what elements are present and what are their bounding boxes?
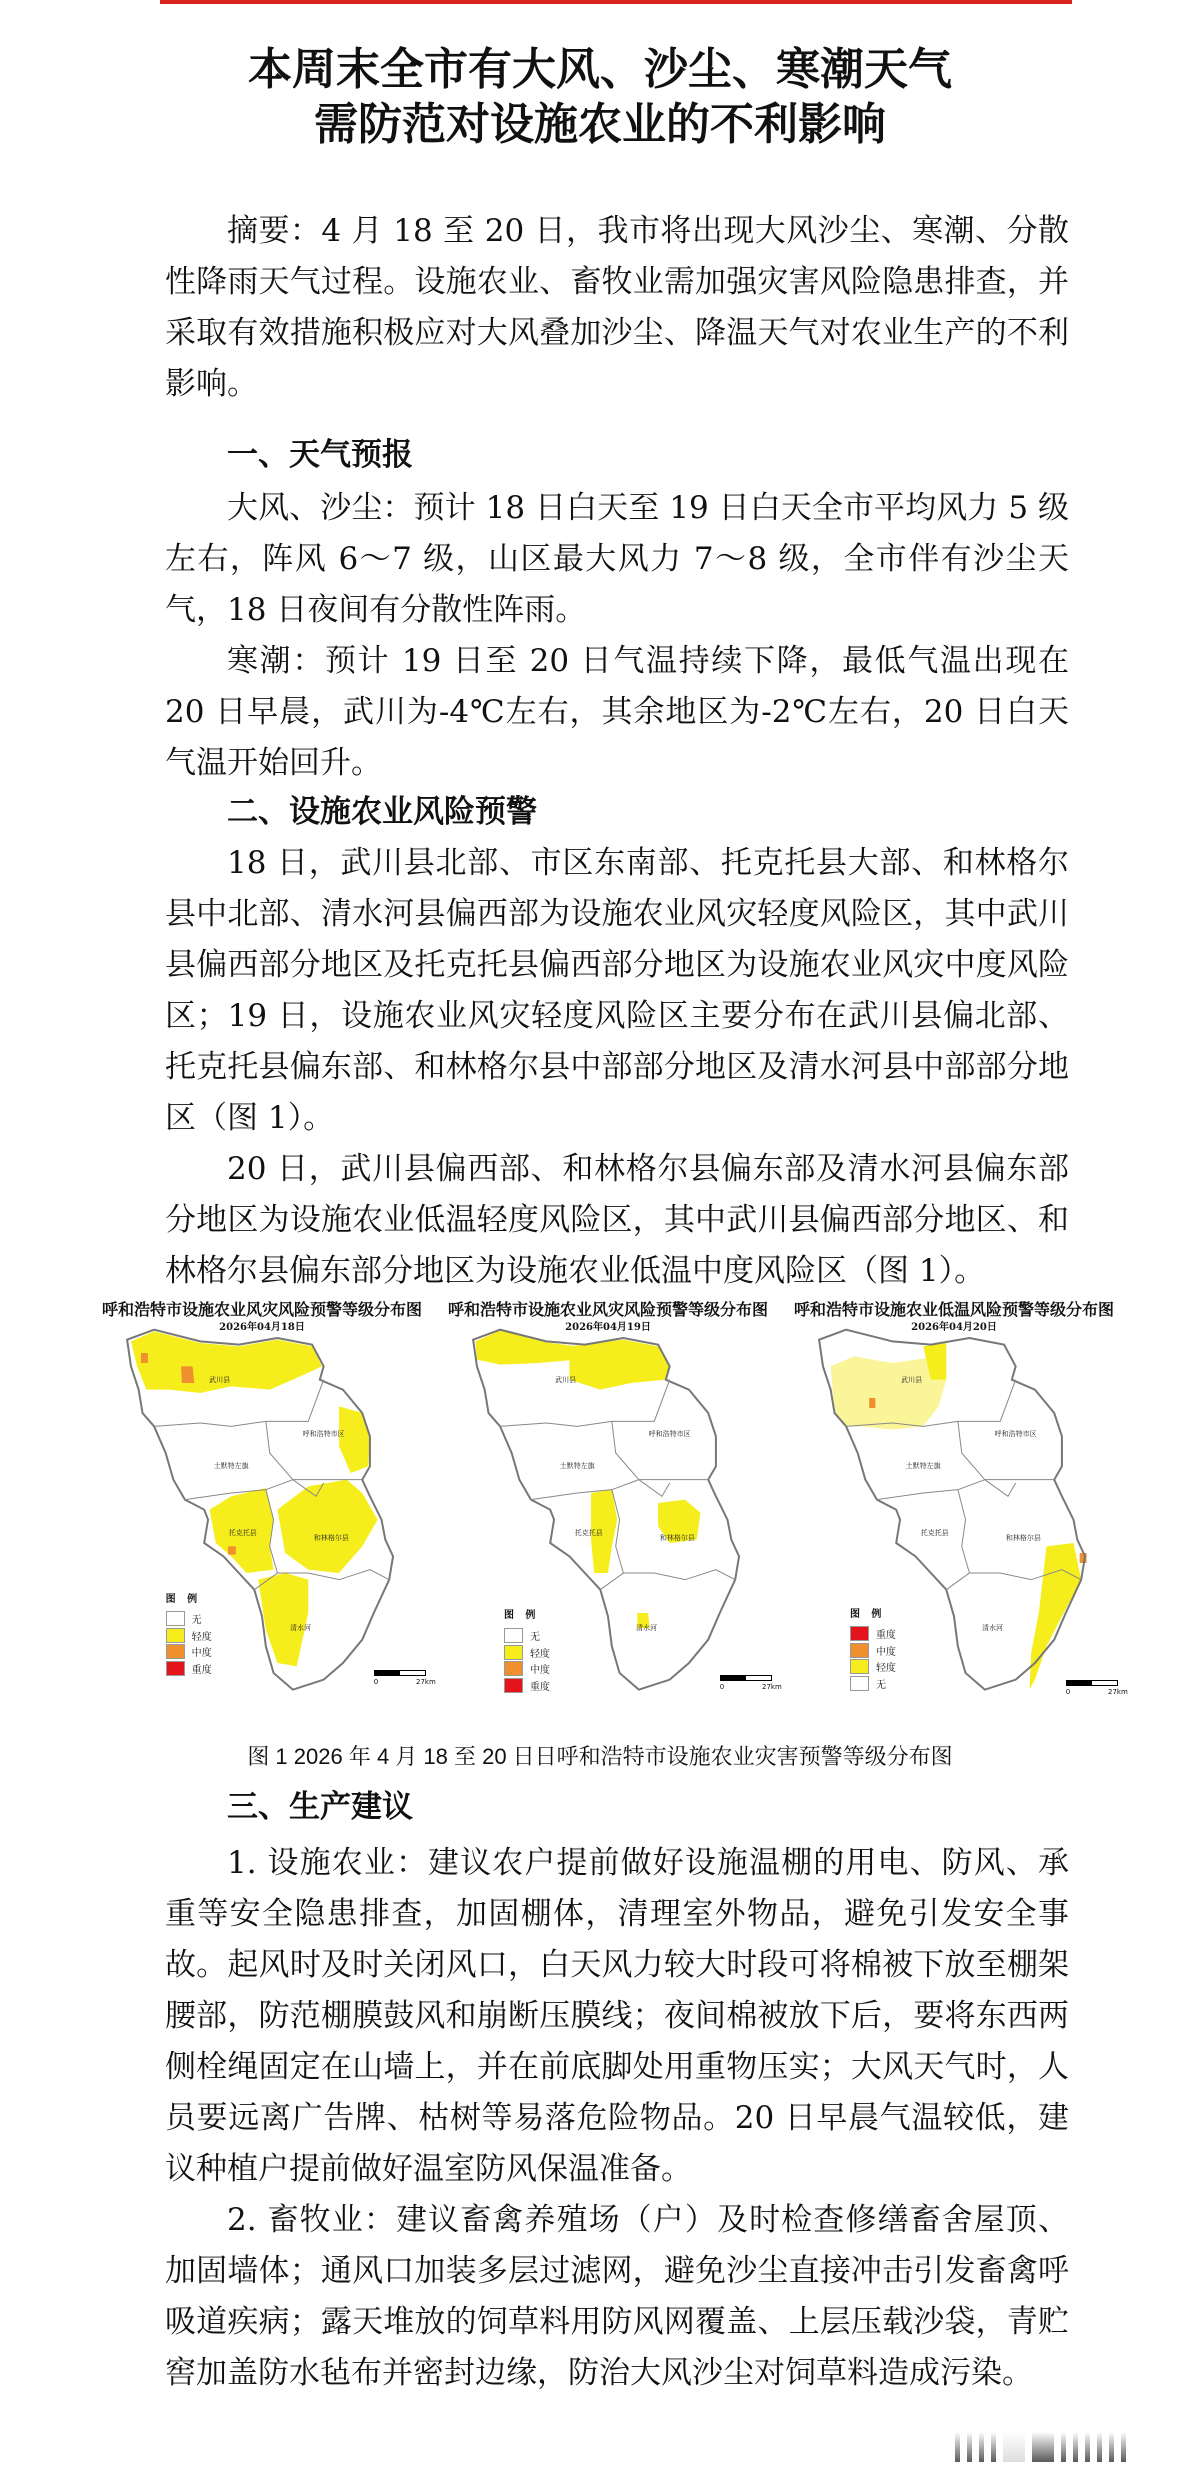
district-label-tuoketuo: 托克托县 bbox=[228, 1529, 257, 1537]
legend-label: 轻度 bbox=[529, 1648, 550, 1660]
cold-risk-paragraph: 20 日，武川县偏西部、和林格尔县偏东部及清水河县偏东部分地区为设施农业低温轻度风险区，其中武川县偏西部分地区、和林格尔县偏东部分地区为设施农业低温中度风险区（图 1）。 bbox=[165, 1151, 1069, 1289]
risk-area bbox=[181, 1366, 194, 1383]
map-date: 2026年04月18日 bbox=[219, 1322, 305, 1333]
district-label-urban: 呼和浩特市区 bbox=[994, 1429, 1037, 1438]
legend-title: 图 例 bbox=[165, 1593, 202, 1605]
map-title: 呼和浩特市设施农业风灾风险预警等级分布图 bbox=[101, 1300, 422, 1319]
facility-agriculture-paragraph bbox=[165, 1838, 1069, 2195]
legend-swatch bbox=[504, 1678, 523, 1693]
section3-body bbox=[165, 1838, 1069, 2399]
legend-label: 轻度 bbox=[875, 1663, 896, 1675]
section2-heading: 二、设施农业风险预警 bbox=[227, 794, 537, 830]
legend-swatch bbox=[166, 1611, 185, 1626]
legend-item-severe bbox=[504, 1677, 550, 1694]
legend-label: 中度 bbox=[529, 1665, 550, 1677]
district-label-wuchuan: 武川县 bbox=[901, 1375, 923, 1384]
risk-map bbox=[77, 1293, 447, 1693]
map-title: 呼和浩特市设施农业低温风险预警等级分布图 bbox=[793, 1300, 1114, 1319]
risk-map bbox=[769, 1293, 1139, 1693]
legend-label: 中度 bbox=[875, 1646, 896, 1658]
abstract bbox=[165, 206, 1069, 410]
scale-bar-graphic bbox=[374, 1670, 426, 1676]
legend-item-none bbox=[166, 1611, 212, 1628]
legend-item-moderate bbox=[504, 1660, 550, 1677]
legend-swatch bbox=[850, 1643, 869, 1658]
legend-swatch bbox=[166, 1628, 185, 1643]
legend-label: 轻度 bbox=[191, 1631, 212, 1643]
watermark-icon bbox=[955, 2432, 1126, 2462]
legend-item-light bbox=[850, 1659, 896, 1676]
risk-area bbox=[869, 1398, 875, 1408]
map-date: 2026年04月19日 bbox=[565, 1322, 651, 1333]
district-label-tumote: 土默特左旗 bbox=[213, 1462, 249, 1471]
map-legend bbox=[166, 1590, 212, 1677]
legend-label: 重度 bbox=[529, 1681, 550, 1693]
district-label-qingshuihe: 清水河 bbox=[290, 1624, 312, 1632]
legend-item-moderate bbox=[850, 1642, 896, 1659]
scale-bar-graphic bbox=[720, 1675, 772, 1681]
livestock-lead: 2. 畜牧业： bbox=[227, 2202, 396, 2238]
district-label-urban: 呼和浩特市区 bbox=[648, 1429, 691, 1438]
section3-heading: 三、生产建议 bbox=[227, 1789, 413, 1825]
district-label-qingshuihe: 清水河 bbox=[982, 1624, 1004, 1632]
legend-swatch bbox=[504, 1645, 523, 1660]
map-date: 2026年04月20日 bbox=[911, 1322, 997, 1333]
legend-item-severe bbox=[166, 1660, 212, 1677]
facility-agriculture-lead: 1. 设施农业： bbox=[227, 1845, 429, 1881]
map-legend bbox=[504, 1606, 550, 1693]
scale-zero: 0 bbox=[1065, 1687, 1071, 1696]
legend-swatch bbox=[504, 1628, 523, 1643]
district-label-wuchuan: 武川县 bbox=[555, 1375, 577, 1384]
district-label-tuoketuo: 托克托县 bbox=[574, 1529, 603, 1537]
livestock-text: 建议畜禽养殖场（户）及时检查修缮畜舍屋顶、加固墙体；通风口加装多层过滤网，避免沙尘直接冲击引发畜禽呼吸道疾病；露天堆放的饲草料用防风网覆盖、上层压载沙袋，青贮窖加盖防水毡布并密封边缘，防治大风沙尘对饲草料造成污染。 bbox=[165, 2202, 1070, 2391]
legend-title: 图 例 bbox=[503, 1610, 540, 1622]
legend-label: 无 bbox=[875, 1679, 886, 1691]
document-title-line2: 需防范对设施农业的不利影响 bbox=[314, 99, 886, 150]
legend-label: 重度 bbox=[875, 1630, 896, 1642]
legend-item-light bbox=[504, 1644, 550, 1661]
district-label-tumote: 土默特左旗 bbox=[905, 1462, 941, 1471]
district-label-helinger: 和林格尔县 bbox=[313, 1534, 349, 1542]
risk-map bbox=[423, 1293, 793, 1693]
risk-map-panel bbox=[423, 1293, 793, 1693]
scale-distance: 27km bbox=[1107, 1687, 1128, 1696]
wind-risk-paragraph: 18 日，武川县北部、市区东南部、托克托县大部、和林格尔县中北部、清水河县偏西部为设施农业风灾轻度风险区，其中武川县偏西部分地区及托克托县偏西部分地区为设施农业风灾中度风险区；19 日，设施农业风灾轻度风险区主要分布在武川县偏北部、托克托县偏东部、和林格尔县中部部分地区及清水河县中部部分地区（图 1）。 bbox=[165, 845, 1069, 1136]
legend-label: 重度 bbox=[191, 1664, 212, 1676]
facility-agriculture-text: 建议农户提前做好设施温棚的用电、防风、承重等安全隐患排查，加固棚体，清理室外物品，避免引发安全事故。起风时及时关闭风口，白天风力较大时段可将棉被下放至棚架腰部，防范棚膜鼓风和崩断压膜线；夜间棉被放下后，要将东西两侧栓绳固定在山墙上，并在前底脚处用重物压实；大风天气时，人员要远离广告牌、枯树等易落危险物品。20 日早晨气温较低，建议种植户提前做好温室防风保温准备。 bbox=[165, 1845, 1069, 2187]
legend-label: 无 bbox=[529, 1632, 540, 1644]
wind-dust-paragraph: 大风、沙尘：预计 18 日白天至 19 日白天全市平均风力 5 级左右，阵风 6～7 级，山区最大风力 7～8 级，全市伴有沙尘天气，18 日夜间有分散性阵雨。 bbox=[165, 490, 1069, 628]
risk-area bbox=[228, 1546, 236, 1554]
district-label-helinger: 和林格尔县 bbox=[1005, 1534, 1041, 1542]
abstract-text: 摘要：4 月 18 至 20 日，我市将出现大风沙尘、寒潮、分散性降雨天气过程。设施农业、畜牧业需加强灾害风险隐患排查，并采取有效措施积极应对大风叠加沙尘、降温天气对农业生产的不利影响。 bbox=[165, 213, 1069, 402]
risk-map-panel bbox=[77, 1293, 447, 1693]
risk-area bbox=[141, 1353, 148, 1363]
legend-label: 中度 bbox=[191, 1648, 212, 1660]
map-title: 呼和浩特市设施农业风灾风险预警等级分布图 bbox=[447, 1300, 768, 1319]
district-label-tumote: 土默特左旗 bbox=[559, 1462, 595, 1471]
legend-swatch bbox=[166, 1661, 185, 1676]
scale-zero: 0 bbox=[373, 1677, 379, 1686]
legend-swatch bbox=[850, 1676, 869, 1691]
district-label-tuoketuo: 托克托县 bbox=[920, 1529, 949, 1537]
scale-distance: 27km bbox=[761, 1682, 782, 1691]
district-label-helinger: 和林格尔县 bbox=[659, 1534, 695, 1542]
section2-body bbox=[165, 838, 1069, 1297]
scale-bar bbox=[1066, 1680, 1128, 1696]
legend-item-severe bbox=[850, 1626, 896, 1643]
section1-body bbox=[165, 483, 1069, 789]
scale-zero: 0 bbox=[719, 1682, 725, 1691]
cold-wave-paragraph: 寒潮：预计 19 日至 20 日气温持续下降，最低气温出现在 20 日早晨，武川为-4℃左右，其余地区为-2℃左右，20 日白天气温开始回升。 bbox=[165, 643, 1069, 781]
figure-caption: 图 1 2026 年 4 月 18 至 20 日日呼和浩特市设施农业灾害预警等级分布图 bbox=[247, 1744, 953, 1769]
scale-distance: 27km bbox=[415, 1677, 436, 1686]
legend-swatch bbox=[850, 1626, 869, 1641]
district-label-qingshuihe: 清水河 bbox=[636, 1624, 658, 1632]
legend-item-light bbox=[166, 1627, 212, 1644]
district-label-urban: 呼和浩特市区 bbox=[302, 1429, 345, 1438]
legend-item-none bbox=[504, 1627, 550, 1644]
risk-map-panel bbox=[769, 1293, 1139, 1696]
legend-swatch bbox=[850, 1659, 869, 1674]
district-label-wuchuan: 武川县 bbox=[209, 1375, 231, 1384]
legend-title: 图 例 bbox=[849, 1608, 886, 1620]
legend-item-moderate bbox=[166, 1644, 212, 1661]
legend-item-none bbox=[850, 1675, 896, 1692]
document-title-line1: 本周末全市有大风、沙尘、寒潮天气 bbox=[248, 44, 952, 95]
section1-heading: 一、天气预报 bbox=[227, 437, 413, 473]
livestock-paragraph bbox=[165, 2195, 1069, 2399]
legend-label: 无 bbox=[191, 1615, 202, 1627]
legend-swatch bbox=[166, 1644, 185, 1659]
legend-swatch bbox=[504, 1661, 523, 1676]
header-red-rule bbox=[160, 0, 1072, 4]
map-legend bbox=[850, 1605, 896, 1692]
scale-bar-graphic bbox=[1066, 1680, 1118, 1686]
